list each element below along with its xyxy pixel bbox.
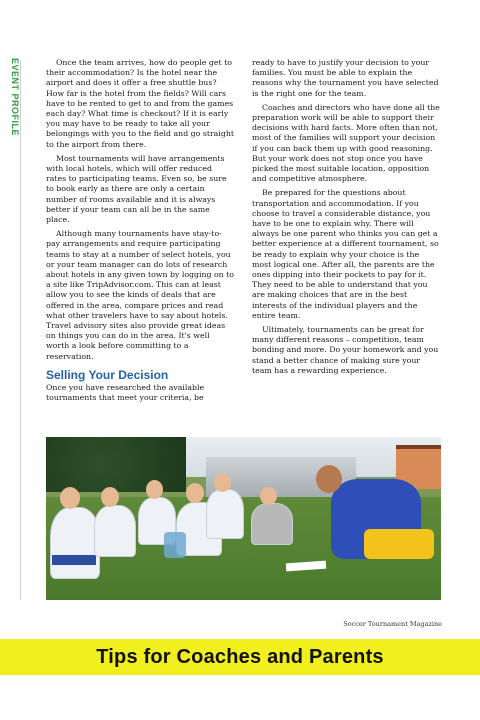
player-head — [214, 473, 231, 492]
player-stripe — [52, 555, 96, 565]
right-column — [252, 58, 440, 380]
player-head — [186, 483, 204, 503]
body-paragraph: Ultimately, tournaments can be great for many different reasons – competition, team bonding and more. Do your homework and you stand a better chance of making sure your team has a rewarding experience. — [252, 325, 439, 375]
player — [251, 503, 293, 545]
team-huddle-photo — [46, 437, 441, 600]
player — [50, 507, 100, 579]
player — [94, 505, 136, 557]
margin-divider — [20, 60, 21, 600]
player-head — [260, 487, 277, 505]
body-paragraph: Once the team arrives, how do people get to their accommodation? Is the hotel near the airport and does it offer a free shuttle bus? How far is the hotel from the fields? Will cars have to be rented to get to and from the games each day? What time is checkout? If it is early you may have to be ready to take all your belongings with you to the field and go straight to the airport from there. — [46, 58, 234, 149]
photo-trees — [46, 437, 186, 492]
section-label: EVENT PROFILE — [10, 58, 20, 137]
player — [206, 489, 244, 539]
body-paragraph: Coaches and directors who have done all the preparation work will be able to support their decisions with hard facts. More often than not, most of the families will support your decision if you can back them up with good reasoning. But your work does not stop once you have picked the most suitable location, opposition and competitive atmosphere. — [252, 102, 440, 184]
footer-banner — [0, 639, 480, 675]
coach-shorts — [364, 529, 434, 559]
body-paragraph: Once you have researched the available tournaments that meet your criteria, be — [46, 383, 205, 403]
coach-head — [316, 465, 342, 493]
body-paragraph: Although many tournaments have stay-to-pay arrangements and require participating teams to stay at a number of select hotels, you or your team manager can do lots of research about hotels in any given town by logging on to a site like TripAdvisor.com. This can at least allow you to see the kinds of deals that are offered in the area, compare prices and read what other travelers have to say about hotels. Travel advisory sites also provide great ideas on things you can do in the area. It's well worth a look before committing to a reservation. — [46, 229, 235, 361]
body-paragraph: ready to have to justify your decision to your families. You must be able to explain the reasons why the tournament you have selected is the right one for the team. — [252, 58, 439, 98]
section-heading: Selling Your Decision — [46, 367, 169, 382]
water-bottle — [164, 532, 186, 558]
body-paragraph: Be prepared for the questions about transportation and accommodation. If you choose to travel a considerable distance, you have to be one to explain why. There will always be one parent who thinks you can get a better experience at a different tournament, so be ready to explain why your choice is the most logical one. After all, the parents are the ones dipping into their pockets to pay for it. They need to be able to understand that you are making choices that are in the best interests of the individual players and the entire team. — [252, 188, 439, 320]
player-head — [101, 487, 119, 507]
player-head — [60, 487, 80, 509]
left-column — [46, 58, 234, 408]
player-head — [146, 480, 163, 499]
banner-title: Tips for Coaches and Parents — [96, 645, 384, 668]
publication-credit: Soccer Tournament Magazine — [343, 620, 442, 628]
body-paragraph: Most tournaments will have arrangements with local hotels, which will offer reduced rates to participating teams. Even so, be sure to book early as there are only a certain number of rooms available and it is always better if your team can all be in the same place. — [46, 153, 227, 225]
